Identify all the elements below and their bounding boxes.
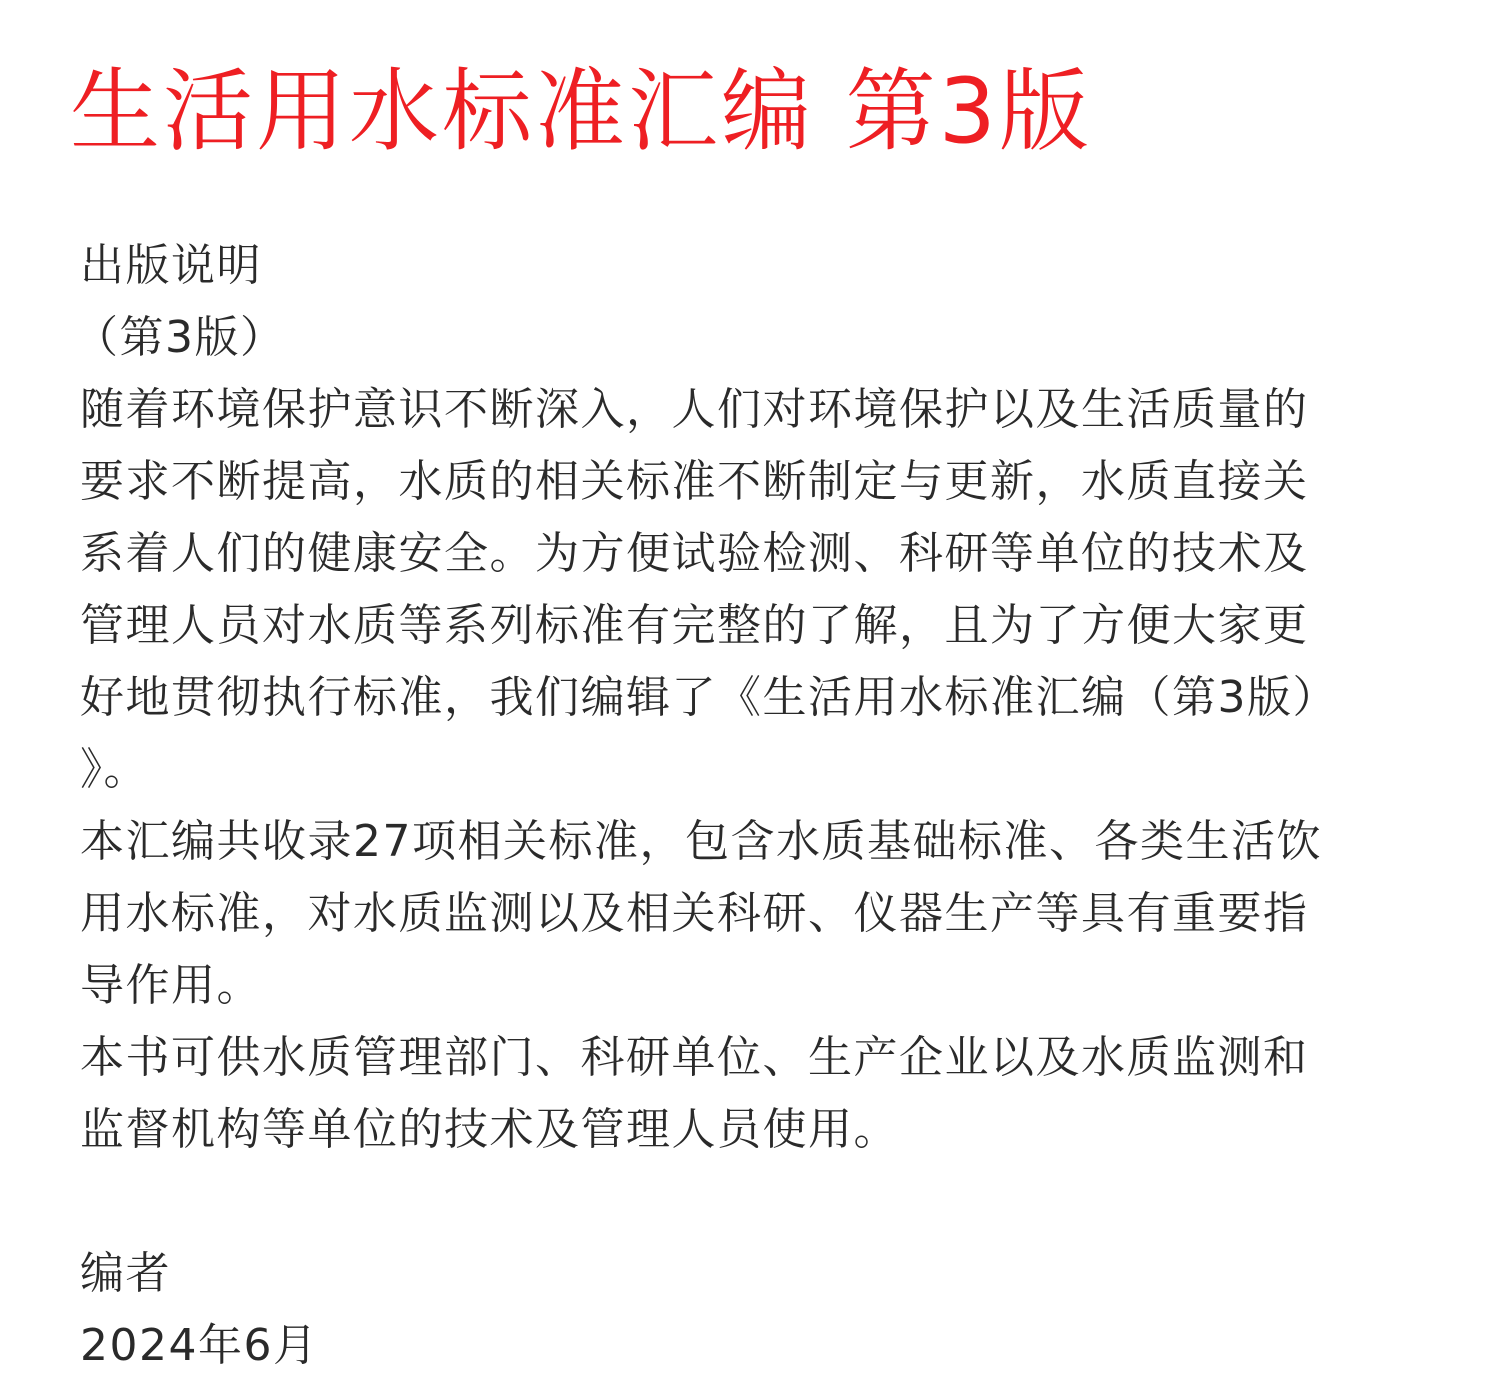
document-title: 生活用水标准汇编 第3版 bbox=[70, 59, 1092, 164]
publication-note bbox=[74, 230, 1390, 1382]
paragraph-3: 本书可供水质管理部门、科研单位、生产企业以及水质监测和 监督机构等单位的技术及管理人员使用。 bbox=[80, 1032, 1309, 1155]
edition-label: （第3版） bbox=[74, 312, 286, 363]
signature-spacer bbox=[80, 1166, 1390, 1238]
publication-date: 2024年6月 bbox=[80, 1320, 319, 1371]
note-heading: 出版说明 bbox=[80, 240, 262, 291]
paragraph-1: 随着环境保护意识不断深入，人们对环境保护以及生活质量的 要求不断提高，水质的相关标准不断制定与更新，水质直接关 系着人们的健康安全。为方便试验检测、科研等单位的技术及 管理人员对水质等系列标准有完整的了解，且为了方便大家更 好地贯彻执行标准，我们编辑了《生活用水标准汇编（第3版） 》。 bbox=[80, 384, 1338, 795]
editor-signature: 编者 bbox=[80, 1248, 171, 1299]
paragraph-2: 本汇编共收录27项相关标准，包含水质基础标准、各类生活饮 用水标准，对水质监测以及相关科研、仪器生产等具有重要指 导作用。 bbox=[80, 816, 1322, 1011]
